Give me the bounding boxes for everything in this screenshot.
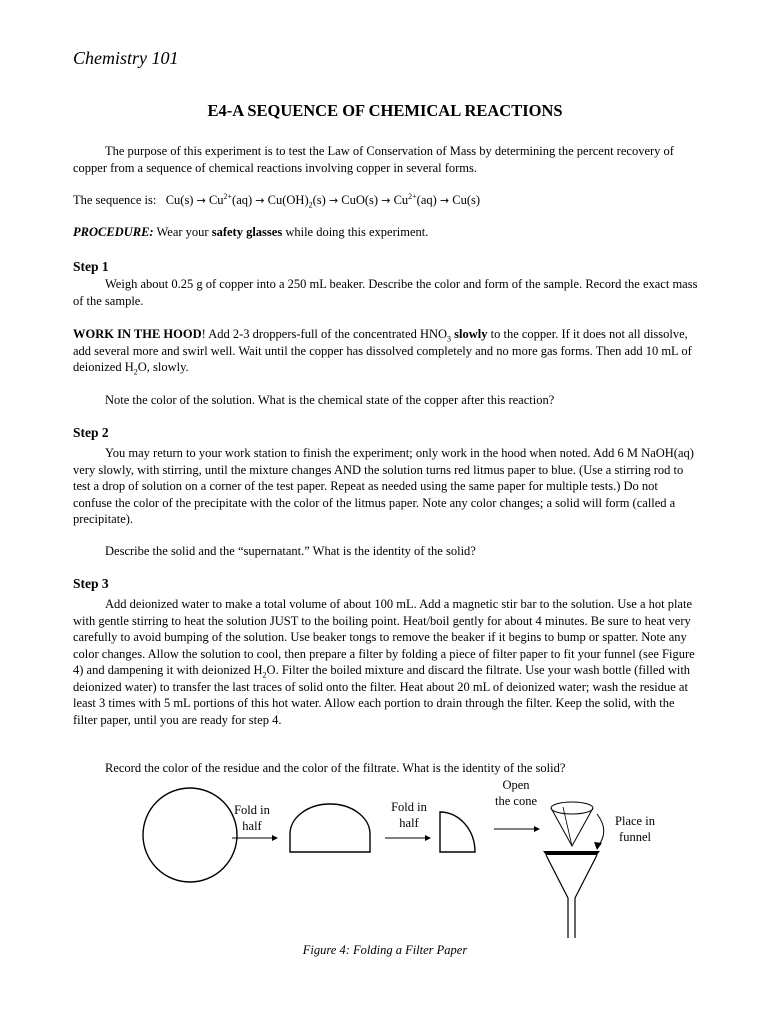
step3-heading: Step 3 <box>73 576 109 591</box>
arrow-2-head <box>425 835 431 841</box>
half-circle-shape <box>290 804 370 852</box>
arrow-3-head <box>534 826 540 832</box>
figure-caption: Figure 4: Folding a Filter Paper <box>302 943 468 957</box>
quarter-circle-shape <box>440 812 475 852</box>
step3-paragraph: Add deionized water to make a total volume of about 100 mL. Add a magnetic stir bar to the solution. Use a hot plate with gentle stirring to heat the solution JUST to the boiling point. Heat/boil gently for about 4 minutes. Be sure to heat very carefully to avoid bumping of the solution. Use beaker tongs to remove the beaker if it begins to bump or spatter. Note any color changes. Allow the solution to cool, then prepare a filter by folding a piece of filter paper to fit your funnel (see Figure 4) and dampening it with deionized $H_2O$. Filter the boiled mixture and discard the filtrate. Use your wash bottle (filled with deionized water) to transfer the last traces of solid onto the filter. Heat about 20 mL of deionized water; wash the residue at least 3 times with 5 mL portions of this hot water. Allow each portion to drain through the filter. Keep the solid, with the filter paper, until you are ready for step 4. <box>73 597 695 727</box>
sequence-line: The sequence is: $Cu(s) \to Cu^{2+}(aq) \to Cu(OH)_2(s) \to CuO(s) \to Cu^{2+}(aq) \to Cu(s)$ <box>73 191 481 210</box>
step1-paragraph: Weigh about 0.25 g of copper into a 250 mL beaker. Describe the color and form of the sample. Record the exact mass of the sample. <box>73 277 698 308</box>
place-funnel-label: Place in funnel <box>615 814 655 844</box>
filter-paper-circle <box>143 788 237 882</box>
funnel-rim <box>543 851 600 855</box>
hood-paragraph: WORK IN THE HOOD! Add 2-3 droppers-full of the concentrated $HNO_3$ slowly to the copper. If it does not all dissolve, add several more and swirl well. Wait until the copper has dissolved completely and no more gas forms. Then add 10 mL of deionized $H_2O$, slowly. <box>73 327 692 377</box>
step3-question: Record the color of the residue and the color of the filtrate. What is the identity of the solid? <box>105 761 566 775</box>
arrow-1-head <box>272 835 278 841</box>
fold-label-2: Fold in half <box>391 800 427 830</box>
cone-rim <box>551 802 593 814</box>
open-cone-label: Open the cone <box>495 778 537 808</box>
curved-arrow <box>597 814 604 846</box>
purpose-paragraph: The purpose of this experiment is to test the Law of Conservation of Mass by determining the percent recovery of copper from a sequence of chemical reactions involving copper in several forms. <box>73 144 674 175</box>
step2-heading: Step 2 <box>73 425 109 440</box>
course-title: Chemistry 101 <box>73 48 179 68</box>
step2-paragraph: You may return to your work station to finish the experiment; only work in the hood when noted. Add 6 M NaOH(aq) very slowly, with stirring, until the mixture changes AND the solution turns red litmus paper to blue. (Use a stirring rod to test a drop of solution on a corner of the test paper. Repeat as needed using the same paper for multiple tests.) Do not confuse the color of the precipitate with the color of the litmus paper. Note any color changes; a solid will form (called a precipitate). <box>73 446 694 526</box>
fold-label-1: Fold in half <box>234 803 270 833</box>
step1-note: Note the color of the solution. What is the chemical state of the copper after this reaction? <box>105 393 555 407</box>
step1-heading: Step 1 <box>73 259 109 274</box>
cone-fold <box>563 807 572 846</box>
step2-question: Describe the solid and the “supernatant.” What is the identity of the solid? <box>105 544 476 558</box>
procedure-line: PROCEDURE: Wear your safety glasses while doing this experiment. <box>73 225 429 239</box>
page-title: E4-A SEQUENCE OF CHEMICAL REACTIONS <box>207 101 563 120</box>
funnel <box>546 855 597 938</box>
curved-arrow-head <box>594 842 602 850</box>
